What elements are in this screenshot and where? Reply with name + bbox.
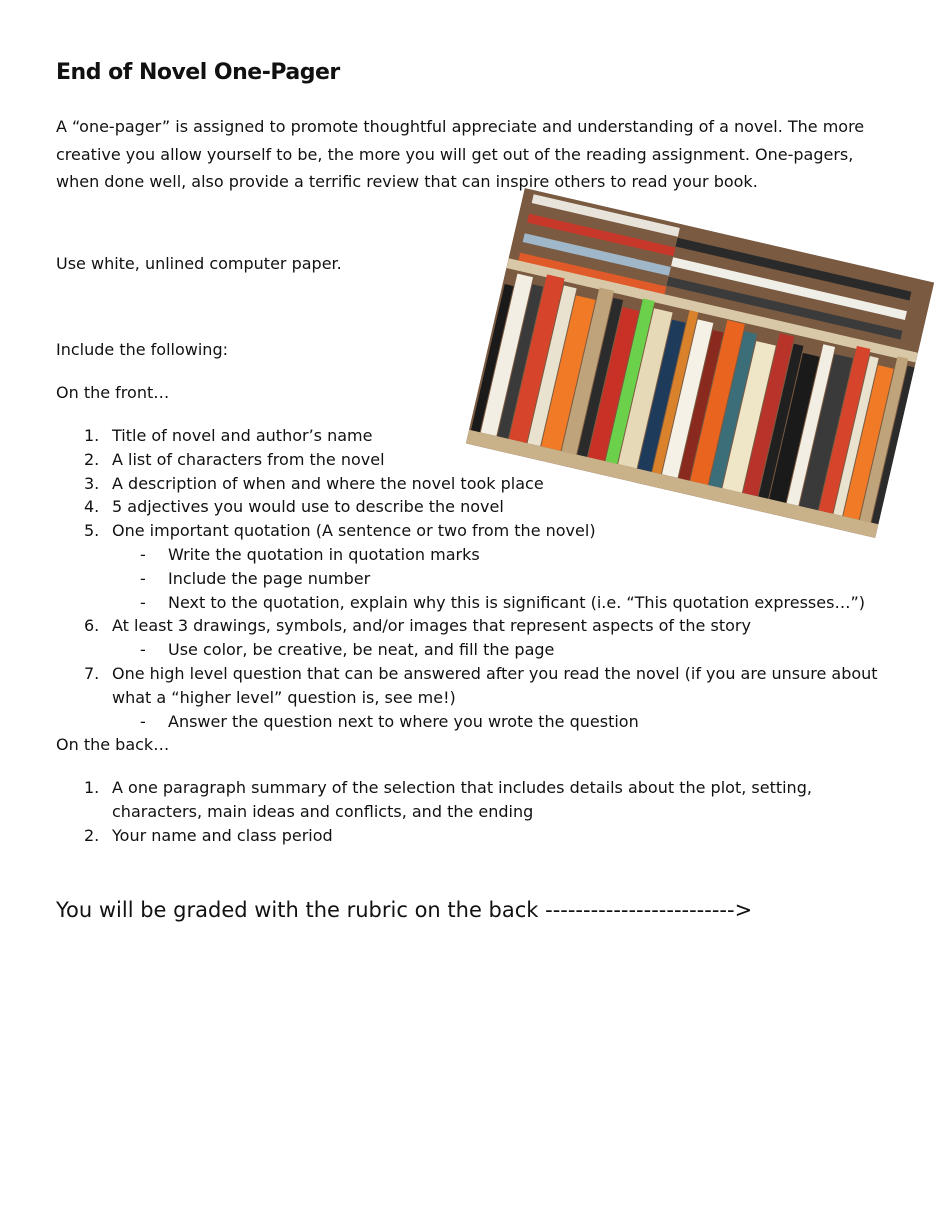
- front-label: On the front…: [56, 383, 170, 402]
- back-label: On the back…: [56, 735, 170, 754]
- list-item: 2. A list of characters from the novel: [84, 449, 385, 469]
- list-item: 5. One important quotation (A sentence or two from the novel) - Write the quotation in quotation marks - Include the page number - Next to the quotation, explain why this is significant (i.e. “This quotation expresses…”): [56, 519, 886, 614]
- list-item: 4. 5 adjectives you would use to describe the novel: [84, 497, 504, 517]
- sub-list-item: - Write the quotation in quotation marks: [140, 544, 480, 564]
- list-item: 3. A description of when and where the novel took place: [84, 473, 544, 493]
- sub-list-item: - Answer the question next to where you wrote the question: [140, 711, 639, 731]
- list-item: 6. At least 3 drawings, symbols, and/or images that represent aspects of the story - Use color, be creative, be neat, and fill the page: [56, 614, 886, 662]
- sub-list-item: - Use color, be creative, be neat, and fill the page: [140, 640, 555, 660]
- list-item: 1. Title of novel and author’s name: [84, 426, 373, 445]
- sub-list-item: - Include the page number: [140, 568, 371, 588]
- back-list: [56, 776, 836, 847]
- paper-note: Use white, unlined computer paper.: [56, 254, 342, 273]
- list-item: 1. A one paragraph summary of the selection that includes details about the plot, setting, characters, main ideas and conflicts, and the ending: [84, 778, 812, 821]
- rubric-note: You will be graded with the rubric on the back ------------------------->: [56, 898, 753, 922]
- page-title: End of Novel One-Pager: [56, 60, 340, 85]
- intro-paragraph: A “one-pager” is assigned to promote thoughtful appreciate and understanding of a novel. The more creative you allow yourself to be, the more you will get out of the reading assignment. One-pagers, when done well, also provide a terrific review that can inspire others to read your book.: [56, 117, 865, 191]
- sub-list-item: - Next to the quotation, explain why this is significant (i.e. “This quotation expresses…”): [140, 592, 865, 612]
- include-label: Include the following:: [56, 340, 228, 359]
- list-item: 7. One high level question that can be answered after you read the novel (if you are unsure about what a “higher level” question is, see me!) - Answer the question next to where you wrote the question: [56, 662, 886, 733]
- list-item: 2. Your name and class period: [84, 825, 333, 845]
